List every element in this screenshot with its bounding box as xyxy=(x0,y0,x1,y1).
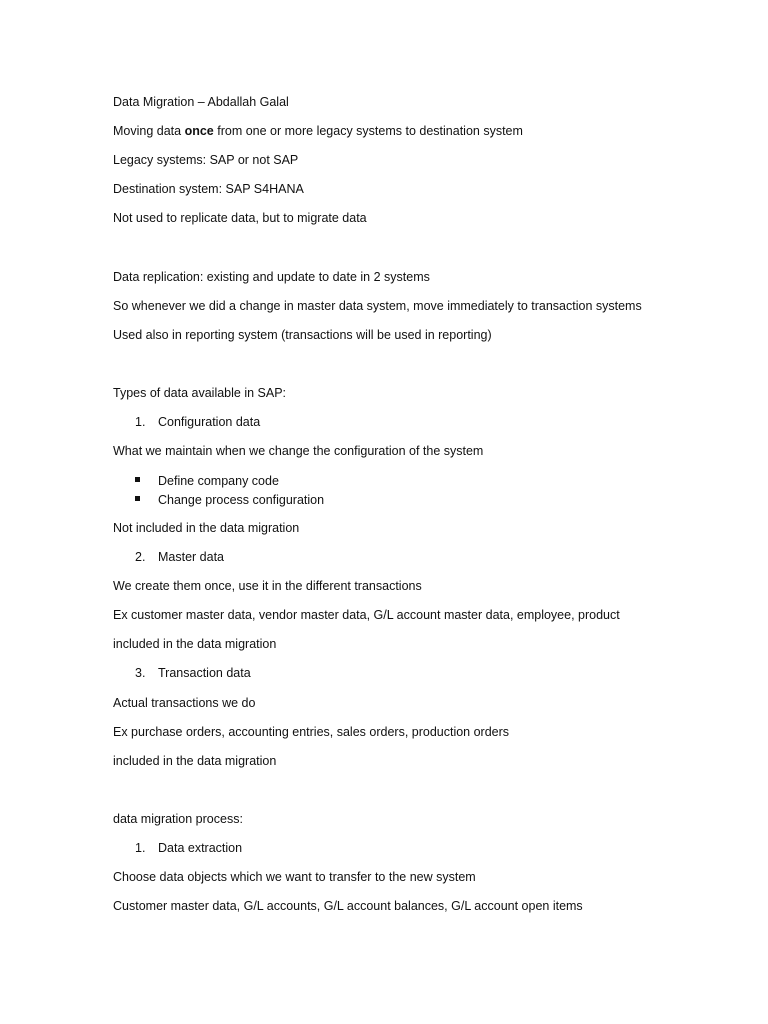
types-item-3-example: Ex purchase orders, accounting entries, sales orders, production orders xyxy=(113,725,510,739)
intro-line-1 xyxy=(113,123,523,139)
process-item-1-description: Choose data objects which we want to transfer to the new system xyxy=(113,870,476,884)
types-heading: Types of data available in SAP: xyxy=(113,386,287,400)
replication-line-3: Used also in reporting system (transactions will be used in reporting) xyxy=(113,328,492,342)
bullet-item: Define company code xyxy=(158,474,279,488)
types-item-1-label: Configuration data xyxy=(158,415,261,429)
bullet-square-icon xyxy=(135,477,140,482)
process-item-1-examples: Customer master data, G/L accounts, G/L account balances, G/L account open items xyxy=(113,899,583,913)
types-item-1-note: Not included in the data migration xyxy=(113,521,300,535)
types-item-3-description: Actual transactions we do xyxy=(113,696,256,710)
intro-emphasis-once: once xyxy=(184,124,214,138)
bullet-square-icon xyxy=(135,496,140,501)
process-item-1-number: 1. xyxy=(135,841,146,855)
types-item-1-number: 1. xyxy=(135,415,146,429)
process-heading: data migration process: xyxy=(113,812,243,826)
types-item-2-description: We create them once, use it in the different transactions xyxy=(113,579,422,593)
replication-line-2: So whenever we did a change in master data system, move immediately to transaction systems xyxy=(113,299,642,313)
intro-line-2: Legacy systems: SAP or not SAP xyxy=(113,153,299,167)
types-item-2-note: included in the data migration xyxy=(113,637,277,651)
intro-line-3: Destination system: SAP S4HANA xyxy=(113,182,304,196)
types-item-1-description: What we maintain when we change the configuration of the system xyxy=(113,444,484,458)
types-item-3-label: Transaction data xyxy=(158,666,251,680)
types-item-2-label: Master data xyxy=(158,550,225,564)
document-title: Data Migration – Abdallah Galal xyxy=(113,95,289,109)
replication-line-1: Data replication: existing and update to date in 2 systems xyxy=(113,270,430,284)
types-item-3-number: 3. xyxy=(135,666,146,680)
intro-line-1-start: Moving data xyxy=(113,124,185,138)
types-item-2-example: Ex customer master data, vendor master data, G/L account master data, employee, product xyxy=(113,608,620,622)
types-item-3-note: included in the data migration xyxy=(113,754,277,768)
types-item-2-number: 2. xyxy=(135,550,146,564)
process-item-1-label: Data extraction xyxy=(158,841,243,855)
bullet-item: Change process configuration xyxy=(158,493,325,507)
intro-line-1-end: from one or more legacy systems to destination system xyxy=(213,124,523,138)
intro-line-4: Not used to replicate data, but to migrate data xyxy=(113,211,367,225)
